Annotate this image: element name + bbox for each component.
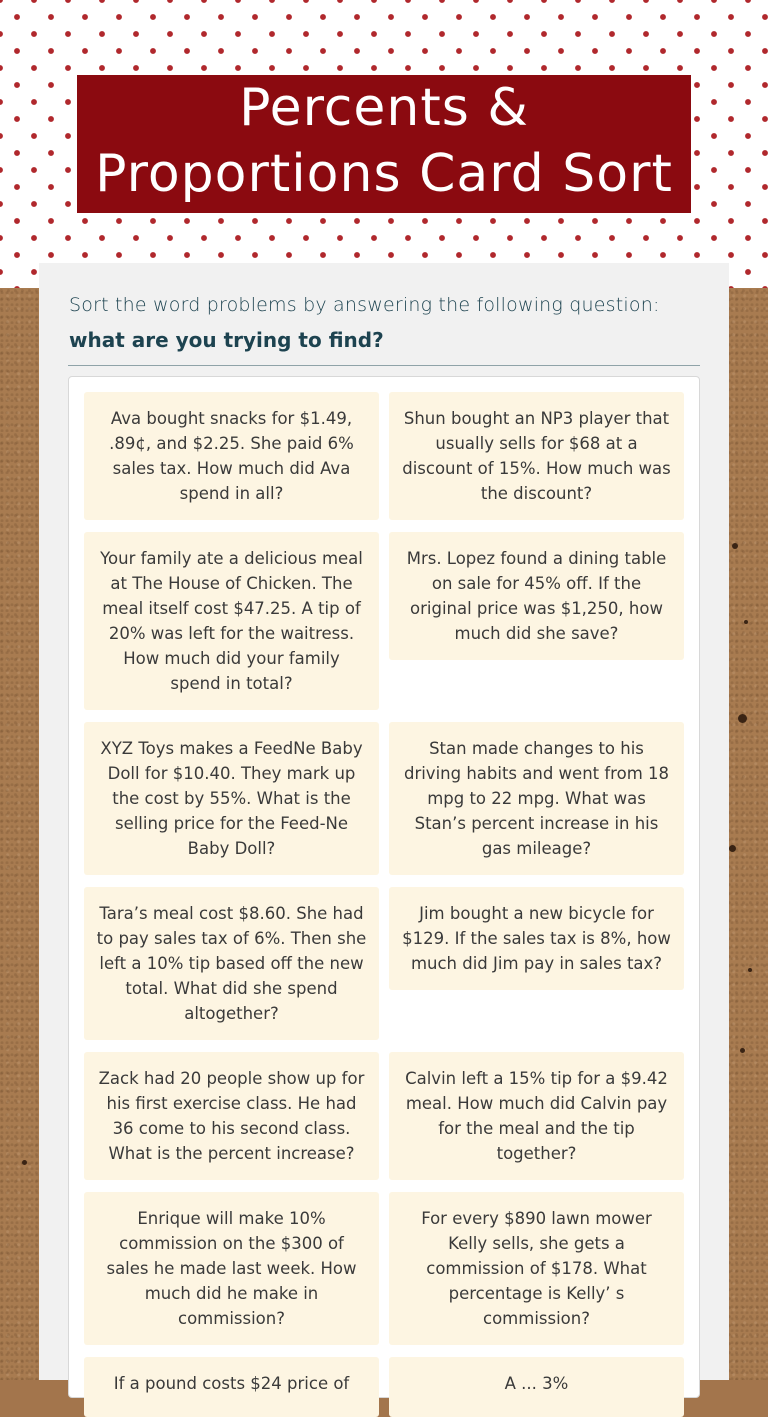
- problem-card[interactable]: Zack had 20 people show up for his first exercise class. He had 36 come to his second class. What is the percent increase?: [84, 1052, 379, 1180]
- problem-card[interactable]: Stan made changes to his driving habits and went from 18 mpg to 22 mpg. What was Stan’s percent increase in his gas mileage?: [389, 722, 684, 875]
- title-line-1: Percents &: [239, 78, 529, 138]
- speck: [740, 1048, 745, 1053]
- problem-card[interactable]: For every $890 lawn mower Kelly sells, she gets a commission of $178. What percentage is Kelly’ s commission?: [389, 1192, 684, 1345]
- problem-card[interactable]: Ava bought snacks for $1.49, .89¢, and $2.25. She paid 6% sales tax. How much did Ava spend in all?: [84, 392, 379, 520]
- speck: [744, 620, 748, 624]
- problem-card[interactable]: Calvin left a 15% tip for a $9.42 meal. How much did Calvin pay for the meal and the tip together?: [389, 1052, 684, 1180]
- problem-card[interactable]: Jim bought a new bicycle for $129. If the sales tax is 8%, how much did Jim pay in sales tax?: [389, 887, 684, 990]
- speck: [732, 543, 738, 549]
- speck: [729, 845, 736, 852]
- card-sort-area: [68, 376, 700, 1398]
- title-line-2: Proportions Card Sort: [95, 144, 673, 204]
- problem-card[interactable]: Tara’s meal cost $8.60. She had to pay sales tax of 6%. Then she left a 10% tip based off the new total. What did she spend altogether?: [84, 887, 379, 1040]
- problem-card[interactable]: A ... 3%: [389, 1357, 684, 1417]
- problem-card[interactable]: Mrs. Lopez found a dining table on sale for 45% off. If the original price was $1,250, how much did she save?: [389, 532, 684, 660]
- problem-card[interactable]: If a pound costs $24 price of: [84, 1357, 379, 1417]
- problem-card[interactable]: Your family ate a delicious meal at The House of Chicken. The meal itself cost $47.25. A tip of 20% was left for the waitress. How much did your family spend in total?: [84, 532, 379, 710]
- instructions-text: Sort the word problems by answering the following question:: [69, 294, 660, 316]
- problem-card[interactable]: Enrique will make 10% commission on the $300 of sales he made last week. How much did he make in commission?: [84, 1192, 379, 1345]
- instructions-question: what are you trying to find?: [69, 328, 384, 352]
- problem-card[interactable]: Shun bought an NP3 player that usually sells for $68 at a discount of 15%. How much was the discount?: [389, 392, 684, 520]
- speck: [748, 968, 752, 972]
- speck: [738, 714, 747, 723]
- divider: [68, 365, 700, 366]
- problem-card[interactable]: XYZ Toys makes a FeedNe Baby Doll for $10.40. They mark up the cost by 55%. What is the selling price for the Feed-Ne Baby Doll?: [84, 722, 379, 875]
- instructions: [69, 291, 701, 355]
- title-banner: [77, 75, 691, 213]
- speck: [22, 1160, 27, 1165]
- worksheet-card: [39, 263, 729, 1393]
